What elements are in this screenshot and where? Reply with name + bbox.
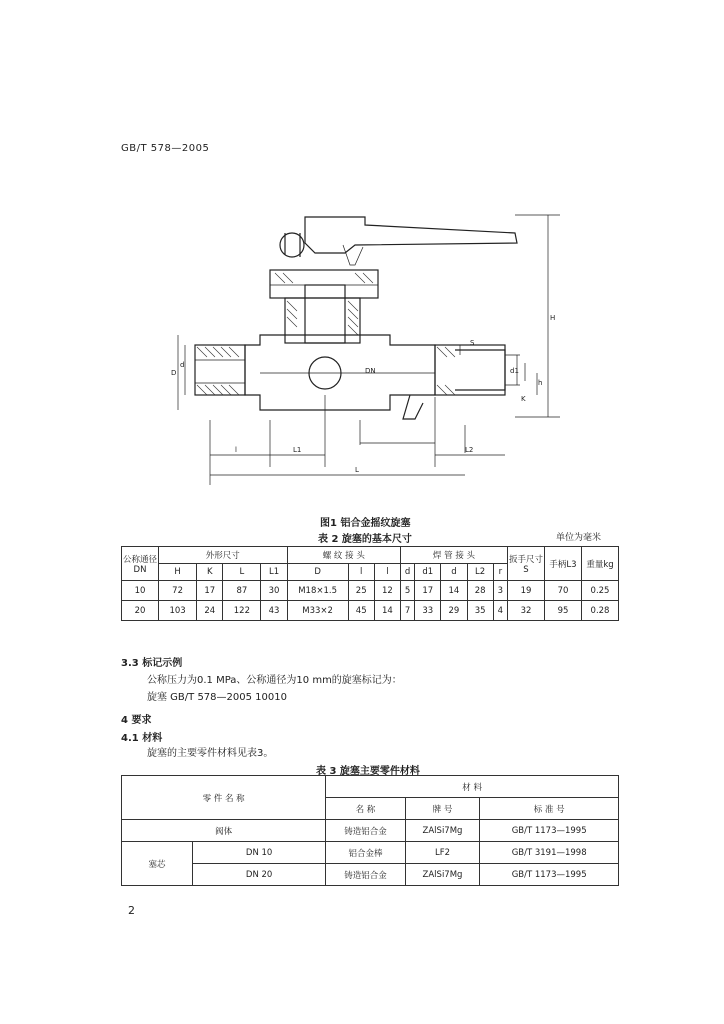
table-row — [122, 601, 619, 621]
table-cell: 17 — [415, 581, 441, 601]
table-cell: M33×2 — [287, 601, 348, 621]
sub-header: L1 — [261, 564, 287, 581]
sub-header: d — [400, 564, 414, 581]
table-cell: 铸造铝合金 — [326, 820, 405, 842]
table-cell: 95 — [545, 601, 582, 621]
table-cell: 25 — [348, 581, 374, 601]
sub-header: K — [197, 564, 223, 581]
table-cell: ZAlSi7Mg — [405, 820, 480, 842]
col-dn-header: 公称通径DN — [122, 547, 159, 581]
table2-unit: 单位为毫米 — [556, 533, 602, 543]
sub-header: L — [223, 564, 261, 581]
sub-header: d1 — [415, 564, 441, 581]
table-row — [122, 820, 619, 842]
sub-header: l — [348, 564, 374, 581]
table-cell: 7 — [400, 601, 414, 621]
table2-caption: 表 2 旋塞的基本尺寸 — [318, 534, 412, 545]
dim-D-label: D — [171, 369, 177, 377]
dim-K-label: K — [521, 395, 526, 403]
section-3-3-line1: 公称压力为0.1 MPa、公称通径为10 mm的旋塞标记为： — [147, 675, 402, 686]
table-cell: 72 — [159, 581, 197, 601]
table-cell: 铝合金棒 — [326, 842, 405, 864]
table-cell: 30 — [261, 581, 287, 601]
table-cell: 14 — [441, 581, 467, 601]
col-weight-header: 重量kg — [582, 547, 619, 581]
table-cell: 33 — [415, 601, 441, 621]
basic-dimensions-table — [121, 546, 619, 621]
col-outline-header: 外形尺寸 — [159, 547, 288, 564]
table-cell: DN 20 — [193, 864, 326, 886]
table-cell: 24 — [197, 601, 223, 621]
col-handle-header: 手柄L3 — [545, 547, 582, 581]
table-cell: 122 — [223, 601, 261, 621]
section-4-heading: 4 要求 — [121, 715, 152, 726]
col-material-header: 材 料 — [326, 776, 619, 798]
dim-L-label: L — [355, 466, 359, 474]
col-wrench-header: 扳手尺寸S — [508, 547, 545, 581]
table-cell: 87 — [223, 581, 261, 601]
table-cell: 0.25 — [582, 581, 619, 601]
sub-header: L2 — [467, 564, 493, 581]
dim-L2-label: L2 — [465, 446, 474, 454]
table-cell: 5 — [400, 581, 414, 601]
section-3-3-heading: 3.3 标记示例 — [121, 658, 183, 669]
table-cell: 45 — [348, 601, 374, 621]
table-cell: GB/T 1173—1995 — [480, 820, 619, 842]
page-number: 2 — [128, 904, 135, 917]
valve-drawing — [165, 205, 585, 495]
table3-caption: 表 3 旋塞主要零件材料 — [316, 766, 420, 777]
col-grade-header: 牌 号 — [405, 798, 480, 820]
section-4-1-heading: 4.1 材料 — [121, 733, 163, 744]
dim-DN-label: DN — [365, 367, 376, 375]
table-cell: 17 — [197, 581, 223, 601]
table-cell: 70 — [545, 581, 582, 601]
table-cell: LF2 — [405, 842, 480, 864]
table-cell: 43 — [261, 601, 287, 621]
table-row — [122, 842, 619, 864]
materials-table — [121, 775, 619, 886]
col-thread-header: 螺 纹 接 头 — [287, 547, 400, 564]
dim-d-label: d — [180, 361, 185, 369]
dim-H-label: H — [550, 314, 556, 322]
table-cell: GB/T 1173—1995 — [480, 864, 619, 886]
dim-l-label: l — [235, 446, 237, 454]
section-4-1-line1: 旋塞的主要零件材料见表3。 — [147, 748, 274, 759]
table-cell: 0.28 — [582, 601, 619, 621]
table-cell: 12 — [374, 581, 400, 601]
table-cell: M18×1.5 — [287, 581, 348, 601]
table-cell: 3 — [493, 581, 507, 601]
dim-S-label: S — [470, 339, 475, 347]
table-row — [122, 581, 619, 601]
table-cell: 4 — [493, 601, 507, 621]
dim-d1-label: d1 — [510, 367, 519, 375]
table-cell: 20 — [122, 601, 159, 621]
col-name-header: 名 称 — [326, 798, 405, 820]
col-weld-header: 焊 管 接 头 — [400, 547, 507, 564]
dim-h-label: h — [538, 379, 543, 387]
col-standard-header: 标 准 号 — [480, 798, 619, 820]
sub-header: l — [374, 564, 400, 581]
section-3-3-line2: 旋塞 GB/T 578—2005 10010 — [147, 692, 287, 703]
sub-header: H — [159, 564, 197, 581]
table-cell: 29 — [441, 601, 467, 621]
table-cell: 32 — [508, 601, 545, 621]
table-cell: 10 — [122, 581, 159, 601]
table-cell: 铸造铝合金 — [326, 864, 405, 886]
dim-L1-label: L1 — [293, 446, 302, 454]
table-cell: 塞芯 — [122, 842, 193, 886]
table-cell: 14 — [374, 601, 400, 621]
table-cell: GB/T 3191—1998 — [480, 842, 619, 864]
sub-header: r — [493, 564, 507, 581]
table-row — [122, 864, 619, 886]
standard-code-header: GB/T 578—2005 — [121, 143, 210, 154]
sub-header: d — [441, 564, 467, 581]
table-cell: 35 — [467, 601, 493, 621]
table-cell: ZAlSi7Mg — [405, 864, 480, 886]
figure-caption: 图1 铝合金摇纹旋塞 — [320, 518, 411, 529]
col-part-header: 零 件 名 称 — [122, 776, 326, 820]
sub-header: D — [287, 564, 348, 581]
table-cell: 阀体 — [122, 820, 326, 842]
table-cell: 28 — [467, 581, 493, 601]
table-cell: DN 10 — [193, 842, 326, 864]
table-cell: 103 — [159, 601, 197, 621]
table-cell: 19 — [508, 581, 545, 601]
